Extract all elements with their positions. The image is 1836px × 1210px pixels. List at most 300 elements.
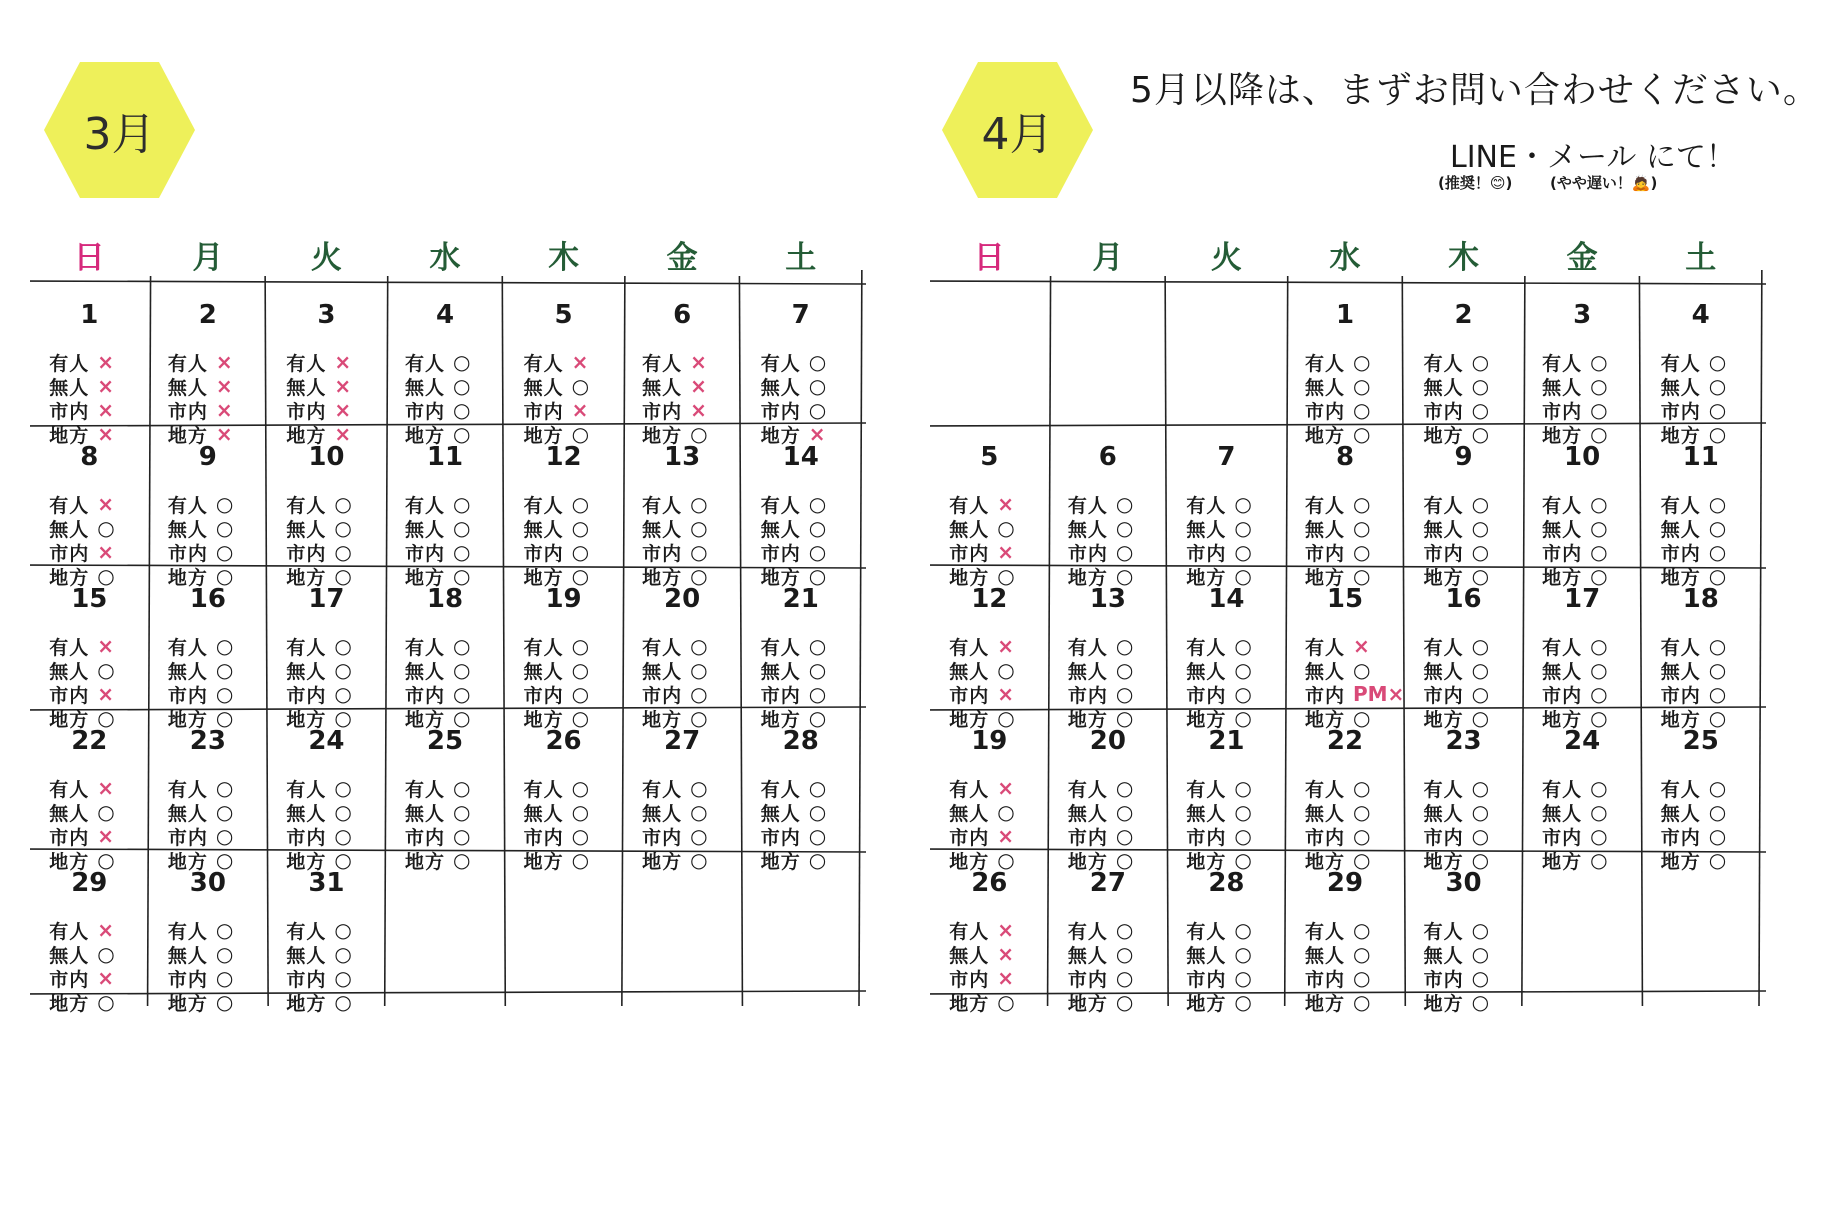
availability-row	[1049, 966, 1168, 990]
available-mark: ○	[1352, 422, 1371, 446]
availability-row	[741, 824, 860, 848]
availability-row	[741, 776, 860, 800]
availability-row	[1641, 682, 1760, 706]
row-label: 有人	[523, 494, 564, 517]
weekday-5: 金	[666, 240, 698, 276]
day-number: 27	[1089, 868, 1126, 898]
day-cell[interactable]	[1641, 282, 1760, 447]
available-mark: ○	[1708, 422, 1727, 446]
available-mark: ○	[1708, 776, 1727, 800]
month-badge	[940, 60, 1095, 200]
row-label: 地方	[404, 424, 445, 447]
day-number: 25	[426, 726, 464, 756]
availability-row	[1286, 398, 1405, 422]
day-cell[interactable]	[504, 566, 623, 731]
availability-row	[741, 848, 860, 872]
available-mark: ○	[690, 564, 708, 588]
day-cell[interactable]	[930, 708, 1049, 873]
row-label: 有人	[1542, 494, 1583, 517]
day-number: 27	[664, 726, 701, 756]
unavailable-mark: ×	[997, 682, 1015, 706]
day-cell[interactable]	[741, 566, 860, 731]
availability-list	[267, 918, 386, 1014]
day-cell[interactable]	[267, 850, 386, 1015]
available-mark: ○	[1234, 800, 1252, 824]
day-cell[interactable]	[1049, 566, 1168, 731]
row-label: 地方	[286, 992, 327, 1015]
row-label: 地方	[1186, 566, 1227, 589]
available-mark: ○	[1590, 682, 1608, 706]
availability-row	[1049, 990, 1168, 1014]
available-mark: ○	[215, 918, 234, 942]
availability-row	[267, 540, 386, 564]
unavailable-mark: ×	[997, 824, 1015, 848]
row-label: 無人	[167, 802, 208, 825]
available-mark: ○	[571, 634, 590, 658]
row-label: 地方	[760, 424, 801, 447]
row-label: 市内	[760, 400, 801, 423]
day-cell[interactable]	[1404, 566, 1523, 731]
availability-row	[149, 800, 268, 824]
day-cell[interactable]	[1167, 850, 1286, 1015]
day-number: 28	[782, 726, 819, 756]
row-label: 市内	[167, 684, 208, 707]
day-number: 10	[308, 442, 345, 472]
day-cell[interactable]	[1523, 566, 1642, 731]
day-number: 4	[435, 300, 455, 330]
day-cell[interactable]	[1286, 282, 1405, 447]
availability-row	[149, 540, 268, 564]
availability-row	[1167, 776, 1286, 800]
row-label: 有人	[49, 778, 90, 801]
row-label: 地方	[286, 708, 327, 731]
day-number: 17	[308, 584, 345, 614]
day-cell[interactable]	[1167, 424, 1286, 589]
day-number: 13	[664, 442, 701, 472]
day-cell[interactable]	[267, 708, 386, 873]
day-cell[interactable]	[504, 708, 623, 873]
availability-row	[1641, 516, 1760, 540]
available-mark: ○	[1115, 682, 1134, 706]
unavailable-mark: ×	[97, 682, 115, 706]
row-label: 有人	[760, 494, 801, 517]
day-cell[interactable]	[386, 282, 505, 447]
row-label: 無人	[1423, 944, 1464, 967]
availability-row	[1641, 492, 1760, 516]
day-cell[interactable]	[386, 424, 505, 589]
row-label: 市内	[642, 684, 683, 707]
availability-row	[1523, 824, 1642, 848]
day-cell[interactable]	[741, 708, 860, 873]
day-cell[interactable]	[930, 424, 1049, 589]
available-mark: ○	[808, 398, 827, 422]
available-mark: ○	[1115, 800, 1134, 824]
day-cell[interactable]	[1404, 708, 1523, 873]
row-label: 地方	[1423, 566, 1464, 589]
day-cell[interactable]	[1404, 282, 1523, 447]
row-label: 市内	[1067, 684, 1108, 707]
day-cell[interactable]	[1404, 424, 1523, 589]
available-mark: ○	[1352, 492, 1371, 516]
available-mark: ○	[1471, 540, 1490, 564]
day-cell[interactable]	[504, 282, 623, 447]
available-mark: ○	[1115, 990, 1134, 1014]
availability-row	[1404, 374, 1523, 398]
day-number: 5	[980, 442, 999, 472]
availability-row	[504, 776, 623, 800]
availability-row	[1286, 634, 1405, 658]
day-number: 6	[673, 300, 692, 330]
mail-note: (やや遅い！🙇)	[1550, 174, 1658, 192]
availability-row	[267, 658, 386, 682]
availability-row	[1286, 776, 1405, 800]
row-label: 市内	[1186, 968, 1227, 991]
availability-row	[623, 658, 742, 682]
availability-row	[1167, 824, 1286, 848]
available-mark: ○	[1352, 350, 1371, 374]
unavailable-mark: ×	[97, 824, 115, 848]
available-mark: ○	[1471, 682, 1490, 706]
row-label: 市内	[1304, 968, 1345, 991]
row-label: 市内	[949, 542, 990, 565]
day-number: 26	[971, 868, 1008, 898]
unavailable-mark: ×	[97, 398, 115, 422]
availability-row	[930, 492, 1049, 516]
unavailable-mark: ×	[334, 350, 352, 374]
day-cell[interactable]	[149, 850, 268, 1015]
day-cell[interactable]	[267, 282, 386, 447]
availability-row	[1641, 848, 1760, 872]
available-mark: ○	[1708, 350, 1727, 374]
availability-row	[930, 634, 1049, 658]
day-cell[interactable]	[30, 850, 149, 1015]
day-cell[interactable]	[623, 424, 742, 589]
available-mark: ○	[1708, 848, 1727, 872]
day-cell[interactable]	[623, 566, 742, 731]
day-cell[interactable]	[1049, 850, 1168, 1015]
day-cell[interactable]	[386, 708, 505, 873]
row-label: 市内	[167, 542, 208, 565]
availability-row	[149, 492, 268, 516]
availability-row	[1523, 492, 1642, 516]
available-mark: ○	[1708, 398, 1727, 422]
availability-row	[267, 516, 386, 540]
row-label: 地方	[167, 850, 208, 873]
available-mark: ○	[1471, 564, 1490, 588]
day-cell[interactable]	[30, 424, 149, 589]
day-cell[interactable]	[623, 708, 742, 873]
available-mark: ○	[215, 682, 234, 706]
available-mark: ○	[808, 776, 827, 800]
available-mark: ○	[1234, 942, 1252, 966]
available-mark: ○	[1234, 658, 1252, 682]
day-cell[interactable]	[930, 850, 1049, 1015]
row-label: 地方	[523, 424, 564, 447]
day-cell[interactable]	[504, 424, 623, 589]
row-label: 無人	[949, 518, 990, 541]
day-number: 12	[971, 584, 1008, 614]
row-label: 地方	[1660, 566, 1701, 589]
day-cell[interactable]	[741, 424, 860, 589]
available-mark: ○	[690, 516, 708, 540]
available-mark: ○	[571, 564, 590, 588]
availability-row	[741, 800, 860, 824]
row-label: 地方	[1067, 708, 1108, 731]
row-label: 無人	[167, 376, 208, 399]
availability-row	[267, 776, 386, 800]
day-cell[interactable]	[149, 566, 268, 731]
day-number: 30	[1445, 868, 1482, 898]
availability-row	[149, 658, 268, 682]
day-number: 4	[1691, 300, 1710, 330]
row-label: 無人	[1660, 518, 1701, 541]
availability-row	[1404, 966, 1523, 990]
day-cell[interactable]	[30, 708, 149, 873]
available-mark: ○	[452, 848, 471, 872]
availability-row	[1523, 776, 1642, 800]
availability-row	[30, 990, 149, 1014]
row-label: 地方	[523, 566, 564, 589]
unavailable-mark: ×	[997, 776, 1015, 800]
row-label: 無人	[286, 660, 327, 683]
weekday-0: 日	[73, 240, 105, 276]
availability-row	[623, 824, 742, 848]
day-cell[interactable]	[1523, 708, 1642, 873]
availability-row	[149, 682, 268, 706]
availability-row	[623, 540, 742, 564]
available-mark: ○	[808, 540, 827, 564]
availability-row	[1286, 516, 1405, 540]
availability-row	[623, 374, 742, 398]
availability-row	[1049, 918, 1168, 942]
day-cell[interactable]	[1049, 708, 1168, 873]
row-label: 無人	[1660, 660, 1701, 683]
availability-row	[1641, 800, 1760, 824]
available-mark: ○	[334, 990, 352, 1014]
availability-row	[1523, 634, 1642, 658]
availability-row	[267, 398, 386, 422]
day-number: 28	[1208, 868, 1245, 898]
available-mark: ○	[690, 540, 708, 564]
row-label: 地方	[1660, 424, 1701, 447]
availability-row	[1167, 990, 1286, 1014]
availability-row	[1523, 800, 1642, 824]
day-cell[interactable]	[267, 424, 386, 589]
row-label: 市内	[404, 684, 445, 707]
day-cell[interactable]	[1286, 566, 1405, 731]
day-cell[interactable]	[1286, 424, 1405, 589]
available-mark: ○	[808, 492, 827, 516]
day-cell[interactable]	[267, 566, 386, 731]
availability-row	[149, 824, 268, 848]
availability-row	[1049, 800, 1168, 824]
row-label: 無人	[642, 802, 683, 825]
day-cell[interactable]	[386, 566, 505, 731]
row-label: 無人	[1660, 802, 1701, 825]
available-mark: ○	[1115, 706, 1134, 730]
day-cell[interactable]	[623, 282, 742, 447]
row-label: 無人	[1423, 376, 1464, 399]
row-label: 有人	[286, 920, 327, 943]
row-label: 無人	[1304, 518, 1345, 541]
day-number: 8	[80, 442, 99, 472]
day-number: 25	[1682, 726, 1719, 756]
availability-row	[1286, 658, 1405, 682]
available-mark: ○	[334, 540, 352, 564]
row-label: 無人	[167, 944, 208, 967]
availability-row	[1286, 682, 1405, 706]
notice-contact: LINE・メール にて！	[1450, 140, 1736, 175]
availability-row	[149, 776, 268, 800]
available-mark: ○	[1352, 516, 1371, 540]
row-label: 有人	[642, 352, 683, 375]
day-cell[interactable]	[149, 708, 268, 873]
day-number: 22	[71, 726, 108, 756]
available-mark: ○	[690, 634, 708, 658]
availability-row	[1404, 540, 1523, 564]
row-label: 有人	[642, 778, 683, 801]
availability-row	[1049, 776, 1168, 800]
day-cell[interactable]	[1286, 708, 1405, 873]
row-label: 市内	[49, 400, 90, 423]
row-label: 地方	[286, 850, 327, 873]
row-label: 有人	[1660, 494, 1701, 517]
day-cell[interactable]	[1167, 708, 1286, 873]
availability-row	[504, 848, 623, 872]
available-mark: ○	[1590, 706, 1608, 730]
available-mark: ○	[1352, 540, 1371, 564]
available-mark: ○	[215, 990, 234, 1014]
availability-row	[386, 776, 505, 800]
row-label: 地方	[1542, 424, 1583, 447]
day-cell[interactable]	[1641, 566, 1760, 731]
available-mark: ○	[690, 682, 708, 706]
notice	[1130, 62, 1830, 192]
available-mark: ○	[1590, 776, 1608, 800]
availability-row	[1286, 350, 1405, 374]
available-mark: ○	[215, 800, 234, 824]
available-mark: ○	[97, 990, 115, 1014]
availability-row	[149, 398, 268, 422]
row-label: 無人	[1423, 518, 1464, 541]
available-mark: ○	[808, 634, 827, 658]
day-cell[interactable]	[1167, 566, 1286, 731]
available-mark: ○	[808, 824, 827, 848]
available-mark: ○	[452, 800, 471, 824]
day-number: 2	[198, 300, 217, 330]
day-cell[interactable]	[149, 424, 268, 589]
availability-row	[1167, 942, 1286, 966]
unavailable-mark: ×	[215, 398, 233, 422]
row-label: 無人	[1304, 660, 1345, 683]
row-label: 無人	[760, 518, 801, 541]
availability-row	[504, 492, 623, 516]
row-label: 有人	[760, 636, 801, 659]
row-label: 有人	[1304, 494, 1345, 517]
available-mark: ○	[334, 634, 352, 658]
availability-row	[623, 776, 742, 800]
unavailable-mark: ×	[97, 350, 115, 374]
available-mark: ○	[452, 422, 471, 446]
day-cell[interactable]	[30, 282, 149, 447]
availability-row	[267, 634, 386, 658]
available-mark: ○	[334, 942, 352, 966]
row-label: 有人	[1423, 778, 1464, 801]
day-cell[interactable]	[1404, 850, 1523, 1015]
day-number: 13	[1089, 584, 1126, 614]
row-label: 地方	[1304, 424, 1345, 447]
available-mark: ○	[452, 540, 471, 564]
availability-row	[930, 990, 1049, 1014]
available-mark: ○	[1471, 516, 1490, 540]
row-label: 有人	[1067, 778, 1108, 801]
available-mark: ○	[808, 848, 827, 872]
row-label: 有人	[1304, 352, 1345, 375]
day-number: 3	[317, 300, 336, 330]
available-mark: ○	[1471, 776, 1490, 800]
available-mark: ○	[690, 658, 708, 682]
day-cell[interactable]	[1641, 708, 1760, 873]
day-cell[interactable]	[1523, 282, 1642, 447]
available-mark: ○	[452, 824, 471, 848]
available-mark: ○	[1115, 492, 1134, 516]
row-label: 市内	[1542, 400, 1583, 423]
day-number: 23	[189, 726, 226, 756]
day-cell[interactable]	[1641, 424, 1760, 589]
row-label: 地方	[404, 850, 445, 873]
day-cell[interactable]	[149, 282, 268, 447]
availability-list	[30, 918, 149, 1014]
day-number: 18	[1682, 584, 1719, 614]
available-mark: ○	[334, 824, 352, 848]
availability-row	[1404, 350, 1523, 374]
availability-row	[30, 374, 149, 398]
available-mark: ○	[997, 800, 1015, 824]
row-label: 市内	[1660, 542, 1701, 565]
available-mark: ○	[1471, 918, 1490, 942]
row-label: 地方	[1304, 850, 1345, 873]
available-mark: ○	[1471, 706, 1490, 730]
availability-row	[1049, 492, 1168, 516]
day-number: 29	[1326, 868, 1364, 898]
day-cell[interactable]	[741, 282, 860, 447]
day-number: 14	[1208, 584, 1245, 614]
row-label: 無人	[1660, 376, 1701, 399]
row-label: 有人	[949, 920, 990, 943]
row-label: 市内	[1304, 826, 1345, 849]
availability-row	[267, 492, 386, 516]
availability-row	[149, 918, 268, 942]
day-cell[interactable]	[930, 566, 1049, 731]
availability-row	[1167, 540, 1286, 564]
row-label: 有人	[523, 352, 564, 375]
availability-list	[1523, 776, 1642, 872]
day-number: 12	[545, 442, 582, 472]
available-mark: ○	[1590, 540, 1608, 564]
available-mark: ○	[215, 706, 234, 730]
row-label: 無人	[404, 802, 445, 825]
day-cell[interactable]	[1049, 424, 1168, 589]
available-mark: ○	[571, 516, 590, 540]
day-number: 21	[782, 584, 819, 614]
day-cell[interactable]	[1523, 424, 1642, 589]
availability-row	[1404, 492, 1523, 516]
availability-row	[1641, 398, 1760, 422]
row-label: 市内	[1660, 400, 1701, 423]
available-mark: ○	[1471, 966, 1490, 990]
day-cell[interactable]	[1286, 850, 1405, 1015]
day-cell[interactable]	[30, 566, 149, 731]
